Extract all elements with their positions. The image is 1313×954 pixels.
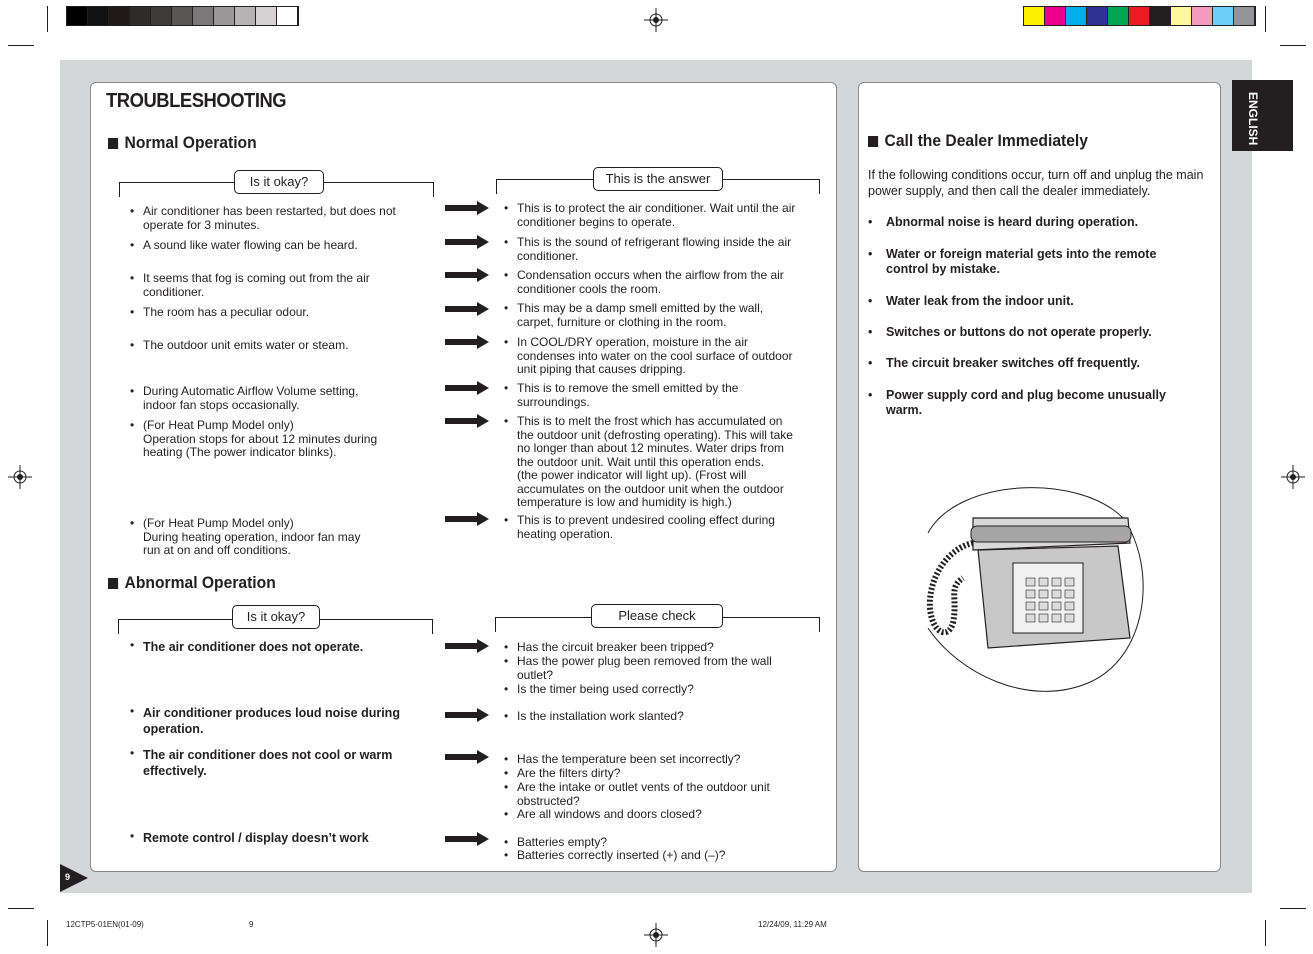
- list-item: • Is the installation work slanted?: [504, 709, 684, 723]
- color-swatch: [1171, 7, 1192, 25]
- list-item: • Remote control / display doesn’t work: [130, 829, 369, 845]
- arrow-right-icon: [445, 750, 489, 764]
- list-item: • Has the power plug been removed from the wall outlet?: [504, 654, 772, 682]
- crop-mark: [1265, 6, 1266, 32]
- list-item: • Has the circuit breaker been tripped?: [504, 640, 714, 654]
- list-item: • The outdoor unit emits water or steam.: [130, 338, 349, 352]
- list-item: • Power supply cord and plug become unusually warm.: [868, 388, 1166, 417]
- dealer-intro: If the following conditions occur, turn off and unplug the main power supply, and then call the dealer immediately.: [868, 168, 1204, 198]
- arrow-right-icon: [445, 335, 489, 349]
- list-item: • This may be a damp smell emitted by the wall, carpet, furniture or clothing in the room.: [504, 301, 764, 329]
- color-swatch: [1213, 7, 1234, 25]
- is-it-okay-tab: Is it okay?: [234, 170, 324, 194]
- color-swatch: [214, 7, 235, 25]
- arrow-right-icon: [445, 201, 489, 215]
- language-label: ENGLISH: [1246, 92, 1260, 146]
- color-swatch: [235, 7, 256, 25]
- color-swatch: [1108, 7, 1129, 25]
- page-number: 9: [65, 872, 71, 882]
- color-swatch: [1087, 7, 1108, 25]
- registration-target-icon: [1281, 465, 1305, 489]
- color-swatch: [172, 7, 193, 25]
- dealer-panel: [858, 82, 1221, 872]
- list-item: • The air conditioner does not cool or warm effectively.: [130, 746, 393, 778]
- grayscale-color-bar: [66, 6, 299, 26]
- arrow-right-icon: [445, 832, 489, 846]
- please-check-tab: Please check: [591, 604, 723, 628]
- color-swatch: [130, 7, 151, 25]
- list-item: • The circuit breaker switches off frequently.: [868, 356, 1141, 370]
- list-item: • This is to prevent undesired cooling effect during heating operation.: [504, 513, 775, 541]
- color-swatch: [1024, 7, 1045, 25]
- list-item: • This is to remove the smell emitted by the surroundings.: [504, 381, 739, 409]
- normal-operation-heading: [108, 133, 257, 153]
- square-bullet-icon: [868, 136, 878, 147]
- is-it-okay-tab: Is it okay?: [232, 605, 320, 629]
- color-swatch: [88, 7, 109, 25]
- list-item: • In COOL/DRY operation, moisture in the air condenses into water on the cool surface of outdoor unit piping that causes dripping.: [504, 335, 793, 376]
- list-item: • Switches or buttons do not operate properly.: [868, 325, 1152, 339]
- crop-mark: [47, 920, 48, 946]
- list-item: • Air conditioner produces loud noise during operation.: [130, 704, 400, 736]
- process-color-bar: [1023, 6, 1256, 26]
- list-item: • Has the temperature been set incorrectly?: [504, 752, 741, 766]
- arrow-right-icon: [445, 235, 489, 249]
- list-item: • Condensation occurs when the airflow from the air conditioner cools the room.: [504, 268, 784, 296]
- color-swatch: [193, 7, 214, 25]
- list-item: • Are the filters dirty?: [504, 766, 621, 780]
- crop-mark: [8, 45, 34, 46]
- list-item: • Batteries correctly inserted (+) and (–)?: [504, 848, 726, 862]
- arrow-right-icon: [445, 512, 489, 526]
- list-item: • Batteries empty?: [504, 835, 608, 849]
- color-swatch: [1066, 7, 1087, 25]
- answer-tab: This is the answer: [593, 167, 723, 191]
- list-item: • Abnormal noise is heard during operation.: [868, 215, 1139, 229]
- crop-mark: [47, 6, 48, 32]
- list-item: • Is the timer being used correctly?: [504, 682, 694, 696]
- list-item: • (For Heat Pump Model only) During heating operation, indoor fan may run at on and off conditions.: [130, 516, 361, 557]
- crop-mark: [1265, 920, 1266, 946]
- list-item: • Water leak from the indoor unit.: [868, 294, 1074, 308]
- list-item: • The room has a peculiar odour.: [130, 305, 310, 319]
- footer-code: 12CTP5-01EN(01-09): [66, 920, 144, 929]
- section-title: Normal Operation: [124, 133, 257, 152]
- color-swatch: [1192, 7, 1213, 25]
- list-item: • (For Heat Pump Model only) Operation stops for about 12 minutes during heating (The power indicator blinks).: [130, 418, 378, 459]
- list-item: • This is the sound of refrigerant flowing inside the air conditioner.: [504, 235, 792, 263]
- section-title: Abnormal Operation: [124, 573, 276, 592]
- list-item: • A sound like water flowing can be heard.: [130, 238, 358, 252]
- arrow-right-icon: [445, 381, 489, 395]
- color-swatch: [1045, 7, 1066, 25]
- arrow-right-icon: [445, 414, 489, 428]
- list-item: • This is to protect the air conditioner. Wait until the air conditioner begins to operate.: [504, 201, 796, 229]
- arrow-right-icon: [445, 302, 489, 316]
- crop-mark: [8, 908, 34, 909]
- footer-page: 9: [249, 920, 254, 929]
- footer-timestamp: 12/24/09, 11:29 AM: [758, 920, 827, 929]
- crop-mark: [1280, 908, 1306, 909]
- color-swatch: [277, 7, 298, 25]
- list-item: • Water or foreign material gets into the remote control by mistake.: [868, 247, 1157, 276]
- color-swatch: [67, 7, 88, 25]
- list-item: • This is to melt the frost which has accumulated on the outdoor unit (defrosting operating). This will take no longer than about 12 minutes. Water drips from the outdoor unit. Wait until this operation ends. (the power indicator will light up). (Frost will accumulates on the outdoor unit when the outdoor temperature is low and humidity is high.): [504, 414, 793, 509]
- color-swatch: [1234, 7, 1255, 25]
- color-swatch: [109, 7, 130, 25]
- language-tab: [1232, 80, 1293, 151]
- color-swatch: [1129, 7, 1150, 25]
- color-swatch: [1150, 7, 1171, 25]
- color-swatch: [256, 7, 277, 25]
- color-swatch: [151, 7, 172, 25]
- list-item: • It seems that fog is coming out from the air conditioner.: [130, 271, 370, 299]
- list-item: • Are all windows and doors closed?: [504, 807, 702, 821]
- list-item: • Are the intake or outlet vents of the outdoor unit obstructed?: [504, 780, 770, 808]
- section-title: Call the Dealer Immediately: [884, 131, 1088, 150]
- crop-mark: [1280, 45, 1306, 46]
- abnormal-operation-heading: [108, 573, 276, 593]
- telephone-icon: [918, 478, 1148, 698]
- arrow-right-icon: [445, 639, 489, 653]
- list-item: • During Automatic Airflow Volume setting, indoor fan stops occasionally.: [130, 384, 359, 412]
- registration-target-icon: [644, 923, 668, 947]
- list-item: • The air conditioner does not operate.: [130, 638, 364, 654]
- arrow-right-icon: [445, 708, 489, 722]
- registration-target-icon: [8, 465, 32, 489]
- call-dealer-heading: [868, 131, 1088, 151]
- page-title: TROUBLESHOOTING: [106, 90, 287, 112]
- list-item: • Air conditioner has been restarted, but does not operate for 3 minutes.: [130, 204, 396, 232]
- square-bullet-icon: [108, 578, 118, 589]
- arrow-right-icon: [445, 268, 489, 282]
- registration-target-icon: [644, 8, 668, 32]
- square-bullet-icon: [108, 138, 118, 149]
